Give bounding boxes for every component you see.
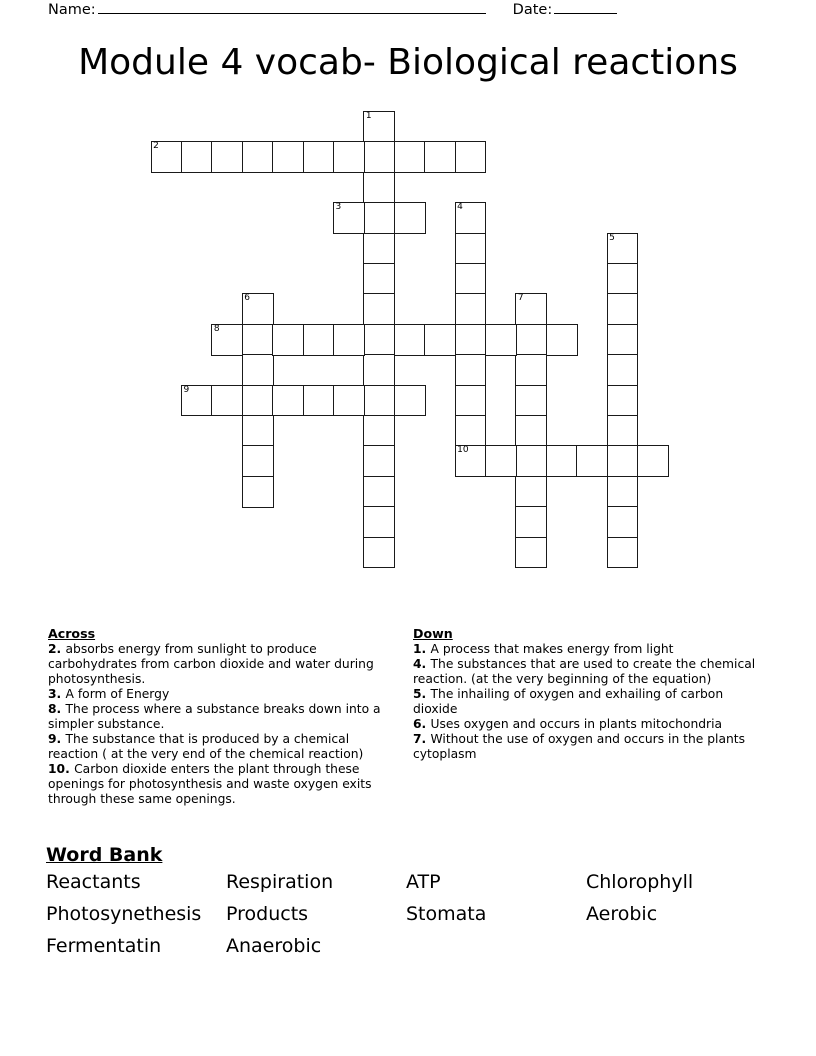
clue-text: A process that makes energy from light (430, 642, 674, 657)
crossword-cell[interactable] (272, 324, 304, 356)
crossword-cell[interactable] (363, 445, 395, 477)
crossword-cell[interactable] (211, 141, 243, 173)
clue-text: The process where a substance breaks down into a simpler substance. (48, 702, 381, 732)
cell-number: 10 (457, 445, 469, 456)
crossword-cell[interactable] (242, 476, 274, 508)
crossword-cell[interactable] (242, 445, 274, 477)
crossword-cell[interactable] (272, 385, 304, 417)
word-bank-word: Anaerobic (226, 934, 322, 957)
word-bank-word: ATP (406, 871, 441, 893)
cell-number: 5 (609, 232, 615, 243)
crossword-cell[interactable] (363, 537, 395, 569)
word-bank-word: Fermentatin (46, 934, 162, 957)
clue-item (48, 732, 400, 762)
crossword-cell[interactable] (363, 233, 395, 265)
down-clue-list (413, 642, 758, 762)
crossword-cell[interactable] (607, 263, 639, 295)
crossword-cell[interactable] (242, 354, 274, 386)
crossword-cell[interactable] (363, 202, 395, 234)
down-clue-column (413, 626, 758, 762)
clue-text: Carbon dioxide enters the plant through these openings for photosynthesis and waste oxygen exits through these same openings. (48, 762, 372, 807)
crossword-cell[interactable] (455, 354, 487, 386)
clue-text: A form of Energy (65, 687, 170, 702)
cell-number: 8 (213, 323, 220, 334)
crossword-cell[interactable] (333, 385, 365, 417)
crossword-cell[interactable] (607, 385, 639, 417)
across-clue-column (48, 626, 400, 807)
name-label: Name: (48, 2, 96, 18)
crossword-cell[interactable] (515, 385, 547, 417)
crossword-cell[interactable] (607, 476, 639, 508)
cell-number: 1 (365, 111, 372, 121)
crossword-cell[interactable] (515, 476, 547, 508)
crossword-cell[interactable] (363, 354, 395, 386)
word-bank-word: Photosynethesis (46, 902, 202, 925)
crossword-cell[interactable] (151, 141, 183, 173)
crossword-cell[interactable] (333, 324, 365, 356)
crossword-cell[interactable] (515, 445, 547, 477)
crossword-cell[interactable] (181, 141, 213, 173)
crossword-cell[interactable] (363, 506, 395, 538)
crossword-cell[interactable] (485, 445, 517, 477)
word-bank-word: Aerobic (586, 902, 658, 925)
word-bank-empty (586, 933, 766, 960)
crossword-cell[interactable] (424, 141, 456, 173)
crossword-cell[interactable] (515, 537, 547, 569)
crossword-cell[interactable] (607, 354, 639, 386)
cell-number: 7 (517, 293, 524, 304)
crossword-cell[interactable] (394, 141, 426, 173)
crossword-cell[interactable] (242, 385, 274, 417)
clue-text: The substances that are used to create the chemical reaction. (at the very beginning of the equation) (413, 657, 756, 687)
date-label: Date: (512, 2, 553, 18)
crossword-cell[interactable] (607, 293, 639, 325)
crossword-cell[interactable] (394, 324, 426, 356)
crossword-cell[interactable] (303, 141, 335, 173)
crossword-cell[interactable] (424, 324, 456, 356)
crossword-cell[interactable] (333, 202, 365, 234)
word-bank-grid (46, 869, 766, 960)
word-bank-word: Stomata (406, 902, 487, 925)
word-bank-word: Chlorophyll (586, 871, 694, 893)
crossword-cell[interactable] (394, 202, 426, 234)
crossword-cell[interactable] (363, 293, 395, 325)
clue-item (413, 732, 758, 762)
clue-text: Without the use of oxygen and occurs in the plants cytoplasm (413, 732, 746, 762)
crossword-cell[interactable] (211, 385, 243, 417)
word-bank-word: Products (226, 902, 309, 925)
crossword-cell[interactable] (607, 506, 639, 538)
cell-number: 4 (457, 202, 463, 213)
crossword-cell[interactable] (546, 324, 578, 356)
clue-item (48, 642, 400, 687)
crossword-cell[interactable] (515, 293, 547, 325)
clue-item (48, 702, 400, 732)
word-bank-word: Reactants (46, 871, 141, 893)
crossword-cell[interactable] (607, 537, 639, 569)
word-bank-heading: Word Bank (46, 844, 163, 866)
clue-number: 2. (48, 642, 66, 657)
clue-number: 3. (48, 687, 66, 702)
crossword-cell[interactable] (515, 354, 547, 386)
crossword-cell[interactable] (363, 111, 395, 143)
crossword-cell[interactable] (455, 445, 487, 477)
word-bank-word: Respiration (226, 871, 334, 893)
crossword-cell[interactable] (455, 141, 487, 173)
crossword-cell[interactable] (272, 141, 304, 173)
crossword-cell[interactable] (363, 172, 395, 204)
crossword-cell[interactable] (242, 324, 274, 356)
cell-number: 6 (244, 293, 251, 304)
crossword-cell[interactable] (181, 385, 213, 417)
crossword-cell[interactable] (607, 415, 639, 447)
crossword-cell[interactable] (333, 141, 365, 173)
clue-text: The substance that is produced by a chemical reaction ( at the very end of the chemical reaction) (48, 732, 364, 762)
cell-number: 3 (335, 202, 342, 213)
across-clue-list (48, 642, 400, 807)
clue-item (48, 762, 400, 807)
cell-number: 9 (183, 384, 190, 395)
crossword-cell[interactable] (607, 324, 639, 356)
crossword-cell[interactable] (363, 324, 395, 356)
crossword-cell[interactable] (211, 324, 243, 356)
clue-item (413, 717, 758, 732)
crossword-cell[interactable] (455, 263, 487, 295)
crossword-cell[interactable] (363, 415, 395, 447)
crossword-cell[interactable] (363, 263, 395, 295)
clues-section (48, 626, 768, 826)
crossword-cell[interactable] (363, 476, 395, 508)
crossword-cell[interactable] (455, 385, 487, 417)
crossword-cell[interactable] (546, 445, 578, 477)
clue-item (413, 657, 758, 687)
crossword-cell[interactable] (576, 445, 608, 477)
clue-item (413, 642, 758, 657)
word-bank-section (46, 844, 766, 960)
crossword-cell[interactable] (455, 233, 487, 265)
clue-item (413, 687, 758, 717)
cell-number: 2 (153, 141, 159, 152)
word-bank-empty (406, 933, 586, 960)
crossword-cell[interactable] (455, 324, 487, 356)
clue-number: 10. (48, 762, 75, 777)
crossword-cell[interactable] (363, 385, 395, 417)
page-title: Module 4 vocab- Biological reactions (78, 42, 738, 83)
clue-number: 4. (413, 657, 431, 672)
crossword-cell[interactable] (303, 324, 335, 356)
crossword-cell[interactable] (515, 506, 547, 538)
crossword-cell[interactable] (242, 293, 274, 325)
crossword-cell[interactable] (515, 324, 547, 356)
clue-number: 7. (413, 732, 431, 747)
crossword-cell[interactable] (515, 415, 547, 447)
clue-text: Uses oxygen and occurs in plants mitochondria (430, 717, 723, 732)
crossword-cell[interactable] (455, 293, 487, 325)
crossword-cell[interactable] (242, 415, 274, 447)
crossword-cell[interactable] (363, 141, 395, 173)
crossword-cell[interactable] (455, 415, 487, 447)
clue-item (48, 687, 400, 702)
clue-number: 1. (413, 642, 431, 657)
across-heading: Across (48, 626, 96, 641)
crossword-cell[interactable] (607, 233, 639, 265)
clue-number: 9. (48, 732, 66, 747)
crossword-cell[interactable] (242, 141, 274, 173)
clue-number: 6. (413, 717, 431, 732)
clue-text: absorbs energy from sunlight to produce carbohydrates from carbon dioxide and water during photosynthesis. (48, 642, 374, 687)
crossword-cell[interactable] (394, 385, 426, 417)
clue-text: The inhailing of oxygen and exhailing of carbon dioxide (413, 687, 724, 717)
clue-number: 5. (413, 687, 431, 702)
down-heading: Down (413, 626, 453, 641)
crossword-cell[interactable] (485, 324, 517, 356)
crossword-cell[interactable] (303, 385, 335, 417)
clue-number: 8. (48, 702, 66, 717)
crossword-cell[interactable] (607, 445, 639, 477)
crossword-cell[interactable] (637, 445, 669, 477)
crossword-cell[interactable] (455, 202, 487, 234)
